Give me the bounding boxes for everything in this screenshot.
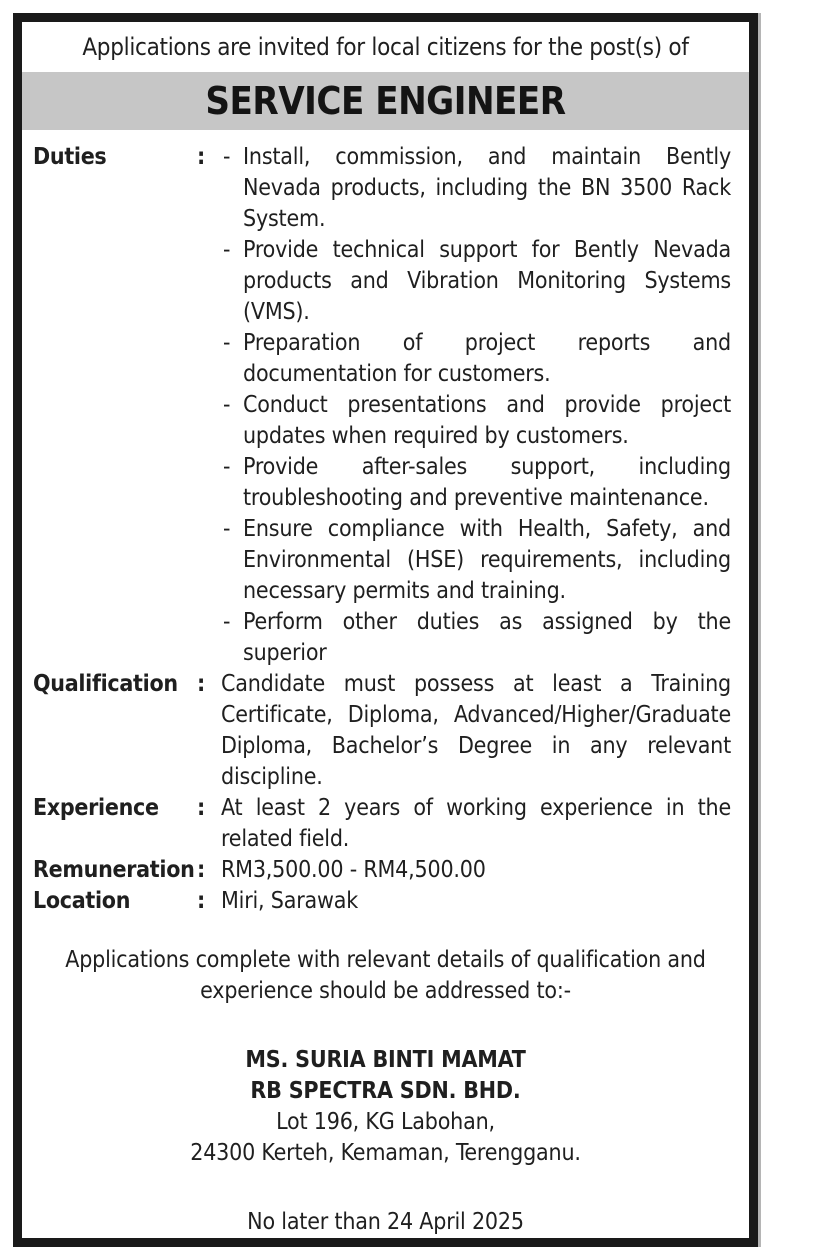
details-section <box>22 130 749 917</box>
experience-colon: : <box>197 795 206 821</box>
contact-block <box>22 1045 749 1169</box>
dash-marker: - <box>223 237 231 263</box>
remuneration-label: Remuneration <box>33 857 195 883</box>
dash-marker: - <box>223 454 231 480</box>
qualification-label: Qualification <box>33 671 178 697</box>
location-text: Miri, Sarawak <box>221 888 358 914</box>
duty-text: Install, commission, and maintain Bently Nevada products, including the BN 3500 Rack System. <box>243 144 731 232</box>
job-title: SERVICE ENGINEER <box>205 79 566 123</box>
duty-item <box>221 514 731 607</box>
detail-row-qualification <box>33 669 731 793</box>
duty-item <box>221 452 731 514</box>
duty-item <box>221 390 731 452</box>
experience-text: At least 2 years of working experience in the related field. <box>221 795 731 852</box>
location-colon: : <box>197 888 206 914</box>
detail-row-location <box>33 886 731 917</box>
duty-text: Provide after-sales support, including troubleshooting and preventive maintenance. <box>243 454 731 511</box>
contact-address-line1: Lot 196, KG Labohan, <box>276 1109 495 1135</box>
duty-item <box>221 607 731 669</box>
duty-item <box>221 235 731 328</box>
dash-marker: - <box>223 516 231 542</box>
closing-note: Applications complete with relevant details of qualification and experience should be addressed to:- <box>65 947 706 1004</box>
duty-text: Ensure compliance with Health, Safety, and Environmental (HSE) requirements, including necessary permits and training. <box>243 516 731 604</box>
experience-label: Experience <box>33 795 159 821</box>
contact-address-line2: 24300 Kerteh, Kemaman, Terengganu. <box>190 1140 581 1166</box>
contact-company: RB SPECTRA SDN. BHD. <box>250 1078 521 1104</box>
detail-row-duties <box>33 142 731 669</box>
contact-name: MS. SURIA BINTI MAMAT <box>245 1047 526 1073</box>
duty-text: Preparation of project reports and documentation for customers. <box>243 330 731 387</box>
duty-text: Conduct presentations and provide project updates when required by customers. <box>243 392 731 449</box>
detail-row-experience <box>33 793 731 855</box>
detail-row-remuneration <box>33 855 731 886</box>
qualification-text: Candidate must possess at least a Training Certificate, Diploma, Advanced/Higher/Graduate Diploma, Bachelor’s Degree in any relevant discipline. <box>221 671 731 790</box>
duties-label: Duties <box>33 144 107 170</box>
qualification-colon: : <box>197 671 206 697</box>
dash-marker: - <box>223 392 231 418</box>
title-bar <box>22 72 749 130</box>
remuneration-colon: : <box>197 857 206 883</box>
location-label: Location <box>33 888 131 914</box>
duties-colon: : <box>197 144 206 170</box>
duties-list <box>221 142 731 669</box>
duty-text: Provide technical support for Bently Nevada products and Vibration Monitoring Systems (VMS). <box>243 237 731 325</box>
dash-marker: - <box>223 330 231 356</box>
dash-marker: - <box>223 609 231 635</box>
duty-item <box>221 328 731 390</box>
duty-item <box>221 142 731 235</box>
dash-marker: - <box>223 144 231 170</box>
intro-line: Applications are invited for local citizens for the post(s) of <box>82 33 689 61</box>
job-ad-frame <box>13 13 758 1247</box>
remuneration-text: RM3,500.00 - RM4,500.00 <box>221 857 486 883</box>
deadline-note: No later than 24 April 2025 <box>247 1209 524 1235</box>
duty-text: Perform other duties as assigned by the superior <box>243 609 731 666</box>
